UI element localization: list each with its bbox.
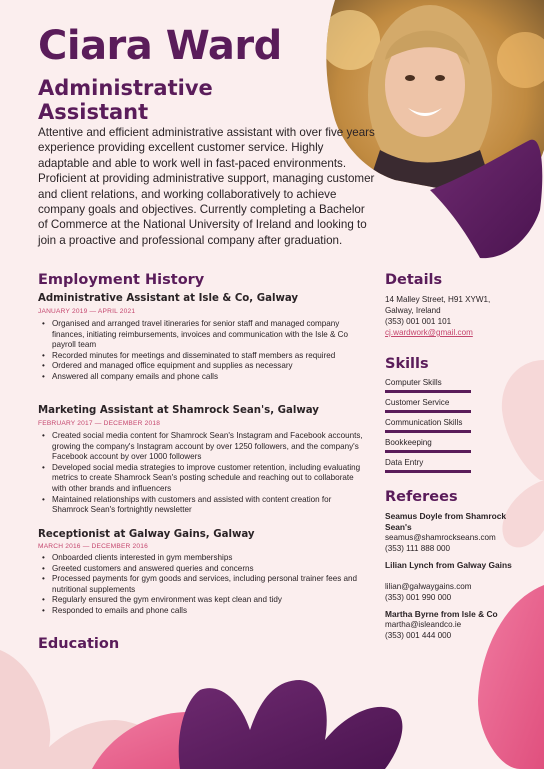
skill-label: Communication Skills <box>385 418 463 427</box>
referee-email: martha@isleandco.ie <box>385 620 462 629</box>
job-bullets-3 <box>38 553 368 617</box>
list-item: • Ordered and managed office equipment and supplies as necessary <box>38 361 368 372</box>
list-item: • Answered all company emails and phone calls <box>38 372 368 383</box>
address-line-1: 14 Malley Street, H91 XYW1, <box>385 295 491 304</box>
job-bullets-1 <box>38 319 368 383</box>
phone-number: (353) 001 001 101 <box>385 317 452 326</box>
job-dates-2: FEBRUARY 2017 — DECEMBER 2018 <box>38 420 161 427</box>
address-line-2: Galway, Ireland <box>385 306 441 315</box>
email-link[interactable]: cj.wardwork@gmail.com <box>385 328 473 337</box>
referee-email: seamus@shamrockseans.com <box>385 533 496 542</box>
referees-heading: Referees <box>385 489 458 505</box>
details-heading: Details <box>385 272 443 288</box>
employment-heading: Employment History <box>38 272 205 288</box>
skill-bar <box>385 450 471 453</box>
referee-email: lilian@galwaygains.com <box>385 582 472 591</box>
skill-label: Customer Service <box>385 398 450 407</box>
skill-bar <box>385 390 471 393</box>
referee-name: Martha Byrne from Isle & Co <box>385 609 498 619</box>
skill-label: Data Entry <box>385 458 424 467</box>
referee-name: Seamus Doyle from Shamrock Sean's <box>385 511 507 532</box>
candidate-name: Ciara Ward <box>38 23 282 69</box>
list-item: • Created social media content for Shamrock Sean's Instagram and Facebook accounts, growing the company's Instagram account by over 1250 followers, and the company's Facebook account by over 1000 followers <box>38 431 368 463</box>
job-title-2: Marketing Assistant at Shamrock Sean's, Galway <box>38 405 319 416</box>
job-bullets-2 <box>38 431 368 516</box>
skills-heading: Skills <box>385 356 429 372</box>
skill-label: Bookkeeping <box>385 438 432 447</box>
referee-name: Lilian Lynch from Galway Gains <box>385 560 512 570</box>
list-item: • Onboarded clients interested in gym memberships <box>38 553 368 564</box>
referee-phone: (353) 111 888 000 <box>385 544 450 553</box>
list-item: • Responded to emails and phone calls <box>38 606 368 617</box>
list-item: • Organised and arranged travel itineraries for senior staff and managed company finances, initiating reimbursements, invoices and communication with the Isle & Co payroll team <box>38 319 368 351</box>
list-item: • Processed payments for gym goods and services, including personal trainer fees and nutritional supplements <box>38 574 368 595</box>
job-title-1: Administrative Assistant at Isle & Co, Galway <box>38 293 299 304</box>
list-item: • Greeted customers and answered queries and concerns <box>38 564 368 575</box>
list-item: • Maintained relationships with customers and assisted with content creation for Shamrock Sean's fortnightly newsletter <box>38 495 368 516</box>
education-heading: Education <box>38 636 120 652</box>
job-dates-1: JANUARY 2019 — APRIL 2021 <box>38 308 136 315</box>
skill-label: Computer Skills <box>385 378 442 387</box>
job-dates-3: MARCH 2016 — DECEMBER 2016 <box>38 543 149 550</box>
job-title-3: Receptionist at Galway Gains, Galway <box>38 529 255 540</box>
list-item: • Developed social media strategies to improve customer retention, including evaluating metrics to create Shamrock Sean's posting schedule and reaching out to collaborate with other brands and influencers <box>38 463 368 495</box>
job-title: Administrative Assistant <box>38 76 213 124</box>
profile-summary: Attentive and efficient administrative assistant with over five years experience providing excellent customer service. Highly adaptable and able to work well in fast-paced environments. Proficient at providing administrative support, managing customer and client relations, and working collaboratively to achieve company goals and objectives. Currently completing a Bachelor of Commerce at the National University of Ireland and looking to join a proactive and professional company after graduation. <box>38 126 375 247</box>
skill-bar <box>385 470 471 473</box>
list-item: • Recorded minutes for meetings and disseminated to staff members as required <box>38 351 368 362</box>
referee-phone: (353) 001 990 000 <box>385 593 452 602</box>
skill-bar <box>385 410 471 413</box>
list-item: • Regularly ensured the gym environment was kept clean and tidy <box>38 595 368 606</box>
referee-phone: (353) 001 444 000 <box>385 631 452 640</box>
skill-bar <box>385 430 471 433</box>
